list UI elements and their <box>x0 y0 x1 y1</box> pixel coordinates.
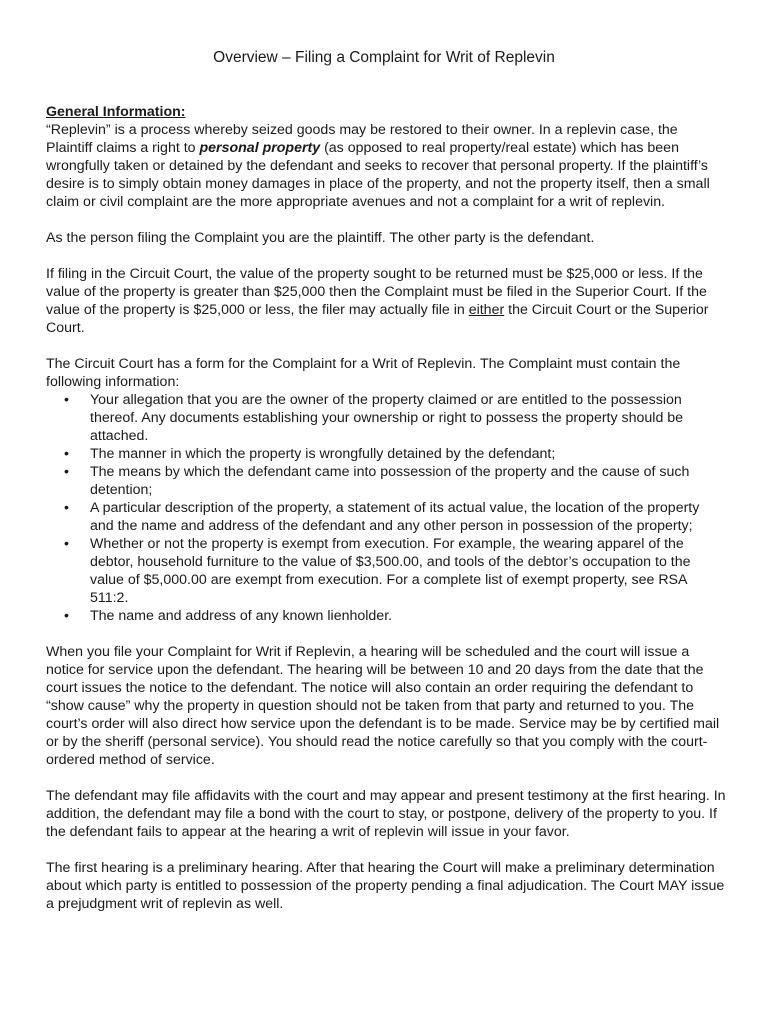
list-item-text: The means by which the defendant came into possession of the property and the cause of such detention; <box>90 464 690 498</box>
section-heading: General Information: <box>46 104 186 120</box>
paragraph-text: If filing in the Circuit Court, the value of the property sought to be returned must be $25,000 or less. If the value of the property is greater than $25,000 then the Complaint must be filed in the Superior Court. If the value of the property is $25,000 or less, the filer may actually file in <box>46 266 707 318</box>
bullet-icon: • <box>64 464 69 480</box>
bullet-icon: • <box>64 608 69 624</box>
list-item-text: The name and address of any known lienholder. <box>90 608 393 624</box>
list-item <box>46 445 726 463</box>
list-item <box>46 391 726 445</box>
court-paragraph <box>46 265 726 337</box>
paragraph-text: the Circuit Court or the Superior Court. <box>46 302 709 336</box>
parties-paragraph: As the person filing the Complaint you are the plaintiff. The other party is the defendant. <box>46 230 595 246</box>
list-item-text: Your allegation that you are the owner of the property claimed or are entitled to the possession thereof. Any documents establishing your ownership or right to possess the property should be attached. <box>90 392 684 444</box>
bullet-icon: • <box>64 392 69 408</box>
list-item <box>46 499 726 535</box>
list-item <box>46 607 726 625</box>
hearing-paragraph: When you file your Complaint for Writ if Replevin, a hearing will be scheduled and the court will issue a notice for service upon the defendant. The hearing will be between 10 and 20 days from the date that the court issues the notice to the defendant. The notice will also contain an order requiring the defendant to “show cause” why the property in question should not be taken from that party and returned to you. The court’s order will also direct how service upon the defendant is to be made. Service may be by certified mail or by the sheriff (personal service). You should read the notice carefully so that you comply with the court-ordered method of service. <box>46 644 720 768</box>
affidavits-paragraph: The defendant may file affidavits with the court and may appear and present testimony at the first hearing. In addition, the defendant may file a bond with the court to stay, or postpone, delivery of the property to you. If the defendant fails to appear at the hearing a writ of replevin will issue in your favor. <box>46 788 726 840</box>
list-item-text: A particular description of the property, a statement of its actual value, the location of the property and the name and address of the defendant and any other person in possession of the property; <box>90 500 700 534</box>
page-title: Overview – Filing a Complaint for Writ of Replevin <box>213 49 555 66</box>
list-item <box>46 535 726 607</box>
underlined-text: either <box>468 302 505 318</box>
paragraph-text: “Replevin” is a process whereby seized goods may be restored to their owner. In a replevin case, the Plaintiff claims a right to <box>46 122 678 156</box>
general-information-paragraph <box>46 103 726 211</box>
paragraph-text: (as opposed to real property/real estate) which has been wrongfully taken or detained by the defendant and seeks to recover that personal property. If the plaintiff’s desire is to simply obtain money damages in place of the property, and not the property itself, then a small claim or civil complaint are the more appropriate avenues and not a complaint for a writ of replevin. <box>46 140 710 210</box>
form-paragraph: The Circuit Court has a form for the Complaint for a Writ of Replevin. The Complaint must contain the following information: <box>46 356 681 390</box>
list-item-text: Whether or not the property is exempt from execution. For example, the wearing apparel of the debtor, household furniture to the value of $3,500.00, and tools of the debtor’s occupation to the value of $5,000.00 are exempt from execution. For a complete list of exempt property, see RSA 511:2. <box>90 536 691 606</box>
list-item <box>46 463 726 499</box>
document-body <box>46 103 726 931</box>
requirements-list <box>46 391 726 625</box>
bullet-icon: • <box>64 500 69 516</box>
bullet-icon: • <box>64 536 69 552</box>
list-item-text: The manner in which the property is wrongfully detained by the defendant; <box>90 446 556 462</box>
bullet-icon: • <box>64 446 69 462</box>
preliminary-hearing-paragraph: The first hearing is a preliminary hearing. After that hearing the Court will make a preliminary determination about which party is entitled to possession of the property pending a final adjudication. The Court MAY issue a prejudgment writ of replevin as well. <box>46 860 725 912</box>
emphasis-text: personal property <box>199 140 321 156</box>
